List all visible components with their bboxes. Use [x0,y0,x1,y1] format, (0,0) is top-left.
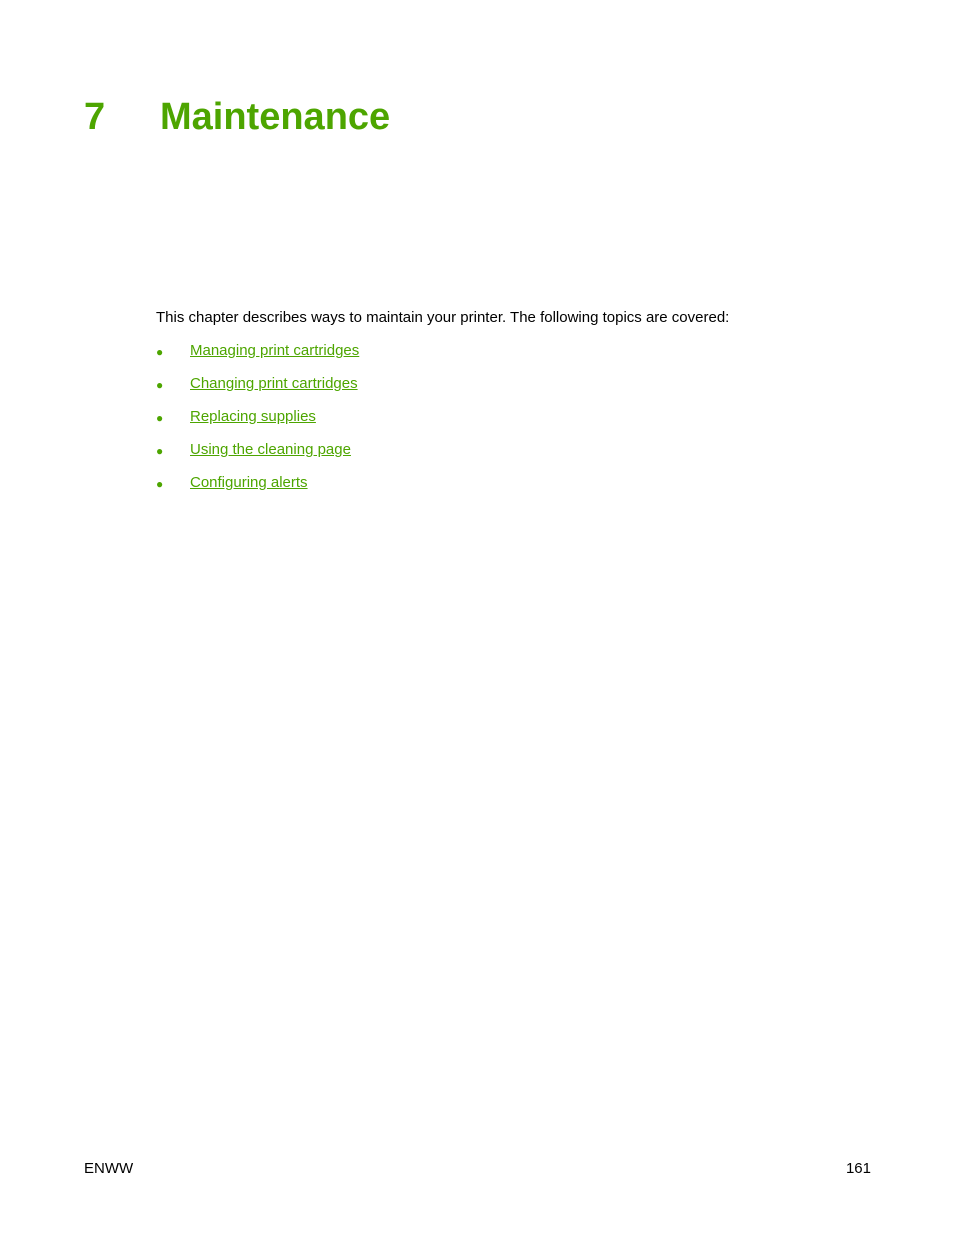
topic-link-changing-print-cartridges[interactable]: Changing print cartridges [190,375,358,392]
chapter-title: Maintenance [160,96,391,138]
bullet-dot-icon: ● [156,444,164,458]
bullet-dot-icon: ● [156,477,164,491]
page-number: 161 [845,1160,871,1177]
topic-link-configuring-alerts[interactable]: Configuring alerts [190,474,308,491]
chapter-heading [84,94,390,140]
chapter-number: 7 [84,96,106,138]
bullet-dot-icon: ● [156,378,164,392]
topic-link-using-the-cleaning-page[interactable]: Using the cleaning page [190,441,351,458]
bullet-dot-icon: ● [156,345,164,359]
footer-label: ENWW [84,1160,134,1177]
intro-paragraph: This chapter describes ways to maintain your printer. The following topics are covered: [156,309,730,326]
topic-link-managing-print-cartridges[interactable]: Managing print cartridges [190,342,360,359]
bullet-dot-icon: ● [156,411,164,425]
topic-link-replacing-supplies[interactable]: Replacing supplies [190,408,316,425]
